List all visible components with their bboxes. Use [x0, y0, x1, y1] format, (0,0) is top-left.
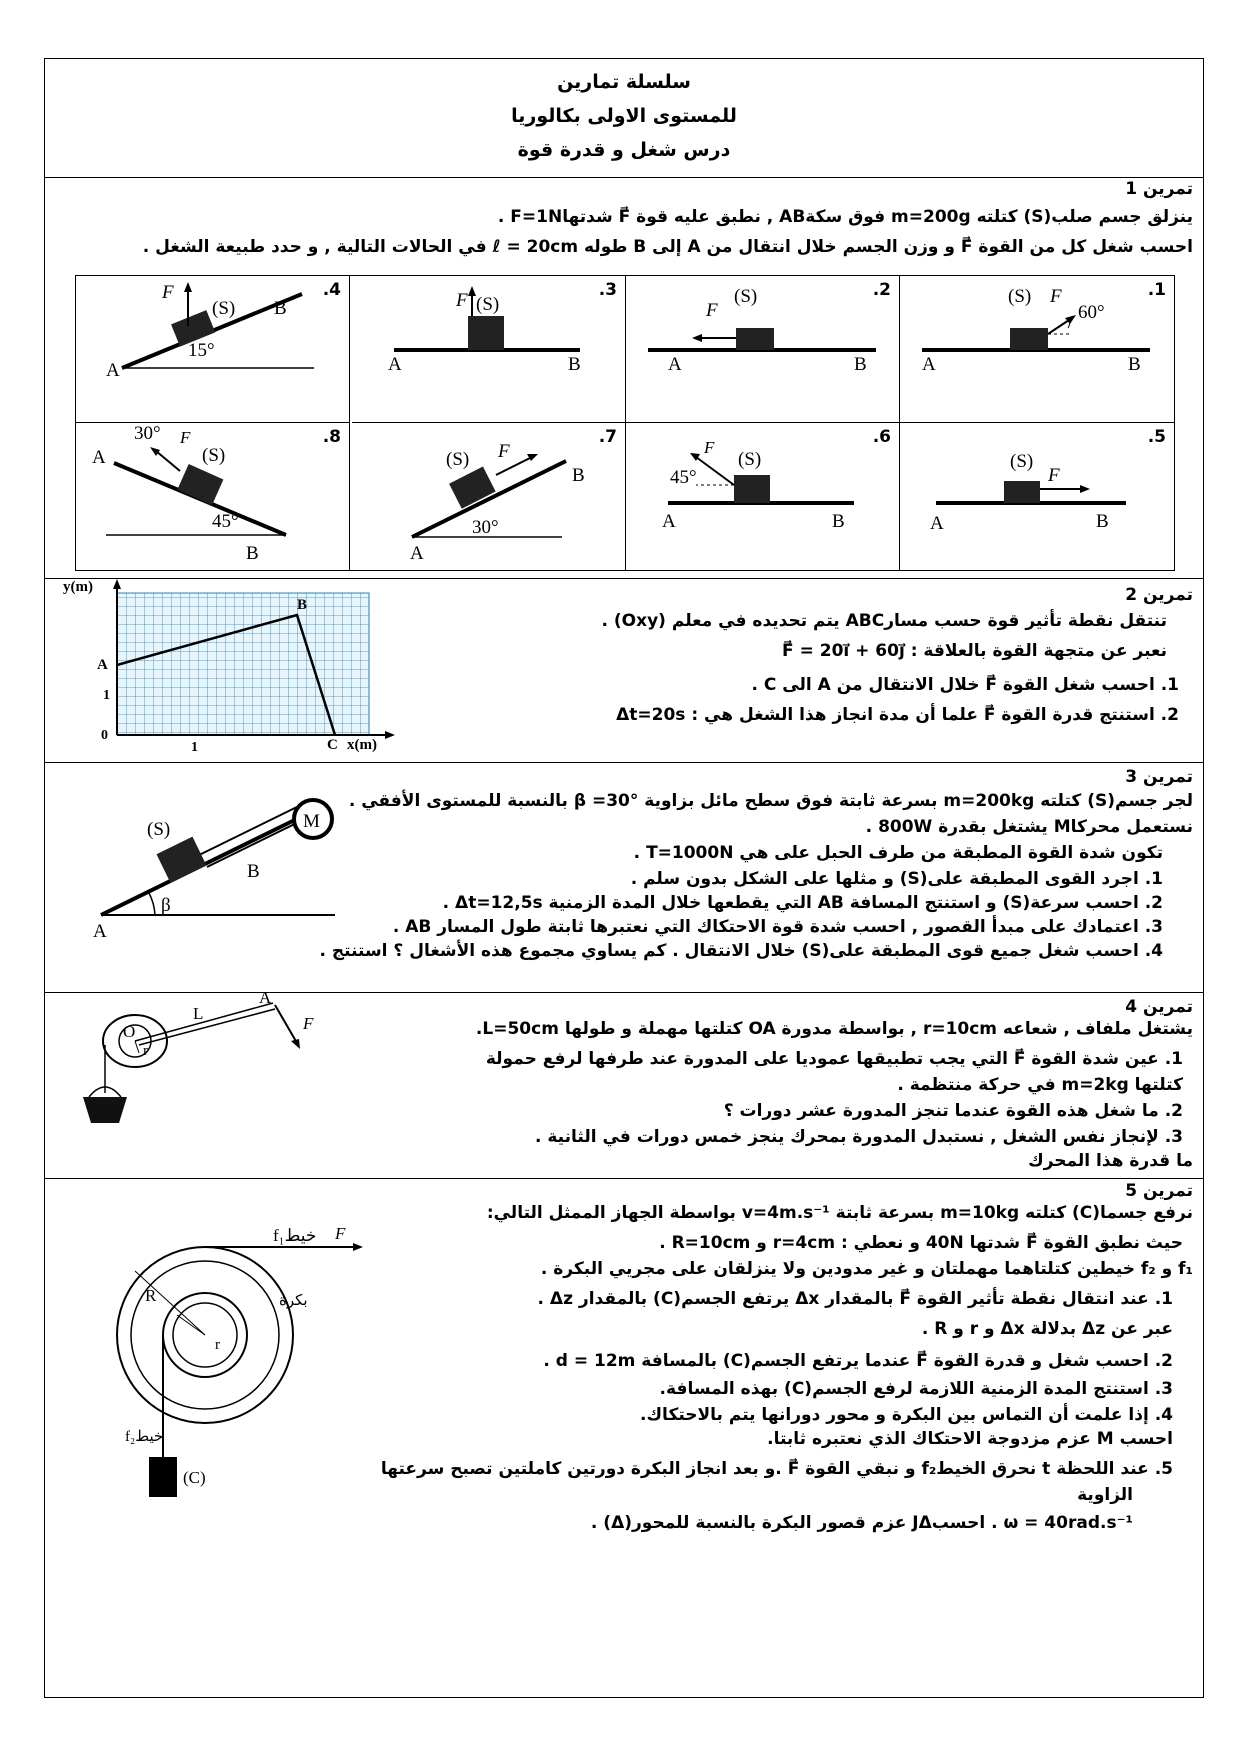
- x-tick-1: 1: [191, 740, 198, 755]
- exercise-5-question-4b: احسب M عزم مزدوجة الاحتكاك الذي نعتبره ثابتا.: [767, 1429, 1173, 1449]
- pulley-diagram: [85, 1219, 385, 1499]
- angle-label: 30°: [134, 423, 161, 444]
- point-a: A: [668, 354, 682, 375]
- point-a: A: [97, 657, 108, 673]
- big-radius-label: R: [145, 1286, 157, 1305]
- exercise-5-line1: نرفع جسما(C) كتلته m=10kg بسرعة ثابتة v=4m.s⁻¹ بواسطة الجهاز الممثل التالي:: [486, 1203, 1193, 1223]
- body-label: (S): [147, 819, 171, 840]
- incline-motor-diagram: [85, 783, 355, 943]
- case-number: .2: [872, 280, 891, 300]
- angle-label: 60°: [1078, 302, 1105, 323]
- force-label: F⃗: [180, 428, 204, 447]
- case-6: [626, 423, 900, 570]
- y-axis-label: y(m): [63, 579, 93, 595]
- point-a: A: [106, 360, 120, 381]
- exercise-5-line2: حيث نطبق القوة F⃗ شدتها 40N و نعطي : r=4cm و R=10cm .: [659, 1233, 1183, 1253]
- force-label: F⃗: [1050, 286, 1077, 307]
- exercise-4-line1: يشتغل ملفاف , شعاعه r=10cm , بواسطة مدورة OA كتلتها مهملة و طولها L=50cm.: [475, 1019, 1193, 1039]
- exercise-2-line2: نعبر عن متجهة القوة بالعلاقة : F⃗ = 20i⃗ + 60j⃗: [782, 641, 1167, 661]
- point-b: B: [297, 597, 308, 613]
- exercise-5-title: تمرين 5: [1125, 1181, 1193, 1201]
- body-label: (S): [476, 294, 500, 315]
- body-label: (S): [1008, 286, 1032, 307]
- exercise-3: [45, 763, 1203, 993]
- force-label: F⃗: [162, 282, 189, 303]
- force-label: F⃗: [1048, 465, 1075, 486]
- case-3-diagram: [352, 276, 626, 423]
- exercise-3-title: تمرين 3: [1125, 767, 1193, 787]
- case-number: .4: [322, 280, 341, 300]
- case-number: .5: [1147, 427, 1166, 447]
- point-b: B: [274, 298, 287, 319]
- point-a: A: [410, 543, 424, 564]
- origin-label: 0: [101, 728, 108, 743]
- exercise-4: [45, 993, 1203, 1179]
- pulley-label: بكرة: [279, 1293, 308, 1309]
- point-a: A: [388, 354, 402, 375]
- exercise-5-question-1b: عبر عن Δz بدلالة Δx و r و R .: [921, 1319, 1173, 1339]
- exercise-5-line3: f₁ و f₂ خيطين كتلتاهما مهملتان و غير مدودين ولا ينزلقان على مجريي البكرة .: [540, 1259, 1193, 1279]
- angle-label: β: [161, 895, 171, 916]
- exercise-3-question-4: 4. احسب شغل جميع قوى المطبقة على(S) خلال الانتقال . كم يساوي مجموع هذه الأشغال ؟ استنتج .: [319, 941, 1163, 961]
- point-a: A: [92, 447, 106, 468]
- point-c: C: [327, 737, 338, 753]
- exercise-5-question-2: 2. احسب شغل و قدرة القوة F⃗ عندما يرتفع الجسم(C) بالمسافة d = 12m .: [543, 1351, 1173, 1371]
- body-label: (S): [202, 445, 226, 466]
- exercise-1-line2: احسب شغل كل من القوة F⃗ و وزن الجسم خلال انتقال من A إلى B طوله ℓ = 20cm في الحالات التالية , و حدد طبيعة الشغل .: [142, 237, 1193, 257]
- case-5: [900, 423, 1174, 570]
- body-label: (S): [1010, 451, 1034, 472]
- exercise-3-question-2: 2. احسب سرعة(S) و استنتج المسافة AB التي يقطعها خلال المدة الزمنية Δt=12,5s .: [442, 893, 1163, 913]
- case-1: [900, 276, 1174, 423]
- point-b: B: [1096, 511, 1109, 532]
- case-7-diagram: [352, 423, 626, 570]
- case-7: [352, 423, 626, 570]
- point-a: A: [259, 993, 272, 1007]
- level-title: للمستوى الاولى بكالوريا: [511, 105, 737, 127]
- point-a: A: [930, 513, 944, 534]
- point-b: B: [246, 543, 259, 564]
- y-tick-1: 1: [103, 688, 110, 703]
- angle-label: 45°: [670, 467, 697, 488]
- body-c-label: (C): [183, 1468, 206, 1487]
- exercise-1: [45, 177, 1203, 579]
- point-a: A: [662, 511, 676, 532]
- body-label: (S): [446, 449, 470, 470]
- case-8: [76, 423, 350, 570]
- exercise-5-question-5b: الزاوية: [1077, 1485, 1133, 1505]
- exercise-5-question-3: 3. استنتج المدة الزمنية اللازمة لرفع الجسم(C) بهذه المسافة.: [659, 1379, 1173, 1399]
- thread-f1-label: f₁خيط: [273, 1226, 317, 1245]
- exercise-4-question-3b: ما قدرة هذا المحرك: [1028, 1151, 1193, 1171]
- radius-label: r: [143, 1043, 148, 1059]
- path-graph: [45, 579, 405, 763]
- body-label: (S): [738, 449, 762, 470]
- force-label: F⃗: [456, 290, 483, 311]
- thread-f2-label: f₂خيط: [125, 1429, 164, 1445]
- cases-grid: [75, 275, 1175, 571]
- exercise-3-question-1: 1. اجرد القوى المطبقة على(S) و مثلها على الشكل بدون سلم .: [630, 869, 1163, 889]
- point-b: B: [572, 465, 585, 486]
- exercise-1-title: تمرين 1: [1125, 179, 1193, 199]
- exercise-5-question-5a: 5. عند اللحظة t نحرق الخيطf₂ و نبقي القوة F⃗ .و بعد انجاز البكرة دورتين كاملتين تصبح سرعتها: [380, 1459, 1173, 1479]
- sheet-header: [45, 59, 1203, 178]
- force-label: F⃗: [704, 438, 728, 457]
- lesson-title: درس شغل و قدرة قوة: [517, 139, 731, 161]
- case-number: .7: [598, 427, 617, 447]
- case-4: [76, 276, 350, 423]
- force-label: F⃗: [303, 1014, 327, 1033]
- exercise-4-title: تمرين 4: [1125, 997, 1193, 1017]
- exercise-4-question-1b: كتلتها m=2kg في حركة منتظمة .: [897, 1075, 1183, 1095]
- case-number: .8: [322, 427, 341, 447]
- exercise-4-question-1a: 1. عين شدة القوة F⃗ التي يجب تطبيقها عموديا على المدورة عند طرفها لرفع حمولة: [485, 1049, 1183, 1069]
- winch-diagram: [65, 993, 345, 1143]
- exercise-2-line1: تنتقل نقطة تأثير قوة حسب مسارABC يتم تحديده في معلم (Oxy) .: [601, 611, 1167, 631]
- body-label: (S): [734, 286, 758, 307]
- exercise-5-question-4a: 4. إذا علمت أن التماس بين البكرة و محور دورانها يتم بالاحتكاك.: [640, 1405, 1173, 1425]
- exercise-3-question-3: 3. اعتمادك على مبدأ القصور , احسب شدة قوة الاحتكاك التي نعتبرها ثابتة طول المسار AB .: [392, 917, 1163, 937]
- exercise-3-line2: نستعمل محركاM يشتغل بقدرة 800W .: [865, 817, 1193, 837]
- motor-label: M: [303, 811, 320, 832]
- exercise-2: [45, 579, 1203, 763]
- exercise-5-question-5c: ω = 40rad.s⁻¹ . احسبJΔ عزم قصور البكرة بالنسبة للمحور(Δ) .: [590, 1513, 1133, 1533]
- exercise-4-question-2: 2. ما شغل هذه القوة عندما تنجز المدورة عشر دورات ؟: [723, 1101, 1183, 1121]
- case-1-diagram: [900, 276, 1174, 423]
- angle-label: 30°: [472, 517, 499, 538]
- point-b: B: [832, 511, 845, 532]
- exercise-2-question-1: 1. احسب شغل القوة F⃗ خلال الانتقال من A الى C .: [751, 675, 1179, 695]
- exercise-2-title: تمرين 2: [1125, 585, 1193, 605]
- case-4-diagram: [76, 276, 350, 423]
- point-a: A: [93, 921, 107, 942]
- exercise-3-line3: تكون شدة القوة المطبقة من طرف الحبل على هي T=1000N .: [633, 843, 1163, 863]
- force-label: F⃗: [335, 1224, 359, 1243]
- exercise-1-line1: ينزلق جسم صلب(S) كتلته m=200g فوق سكةAB , نطبق عليه قوة F⃗ شدتهاF=1N .: [497, 207, 1193, 227]
- case-2-diagram: [626, 276, 900, 423]
- exercise-sheet: [44, 58, 1204, 1698]
- point-b: B: [854, 354, 867, 375]
- case-6-diagram: [626, 423, 900, 570]
- point-b: B: [247, 861, 260, 882]
- case-number: .1: [1147, 280, 1166, 300]
- series-title: سلسلة تمارين: [557, 71, 691, 93]
- x-axis-label: x(m): [347, 737, 377, 753]
- case-5-diagram: [900, 423, 1174, 570]
- angle-label-2: 45°: [212, 511, 239, 532]
- exercise-4-question-3a: 3. لإنجاز نفس الشغل , نستبدل المدورة بمحرك ينجز خمس دورات في الثانية .: [535, 1127, 1183, 1147]
- point-a: A: [922, 354, 936, 375]
- force-label: F⃗: [498, 441, 525, 462]
- case-3: [352, 276, 626, 423]
- exercise-5: [45, 1179, 1203, 1699]
- crank-length-label: L: [193, 1004, 204, 1023]
- case-2: [626, 276, 900, 423]
- angle-label: 15°: [188, 340, 215, 361]
- force-label: F⃗: [706, 300, 733, 321]
- exercise-2-question-2: 2. استنتج قدرة القوة F⃗ علما أن مدة انجاز هذا الشغل هي : Δt=20s: [616, 705, 1179, 725]
- point-b: B: [568, 354, 581, 375]
- small-radius-label: r: [215, 1337, 220, 1353]
- point-b: B: [1128, 354, 1141, 375]
- body-label: (S): [212, 298, 236, 319]
- exercise-3-line1: لجر جسم(S) كتلته m=200kg بسرعة ثابتة فوق سطح مائل بزاوية β =30° بالنسبة للمستوى الأفقي .: [348, 791, 1193, 811]
- case-8-diagram: [76, 423, 350, 570]
- case-number: .3: [598, 280, 617, 300]
- case-number: .6: [872, 427, 891, 447]
- center-o-label: O: [123, 1022, 136, 1041]
- exercise-5-question-1a: 1. عند انتقال نقطة تأثير القوة F⃗ بالمقدار Δx يرتفع الجسم(C) بالمقدار Δz .: [537, 1289, 1173, 1309]
